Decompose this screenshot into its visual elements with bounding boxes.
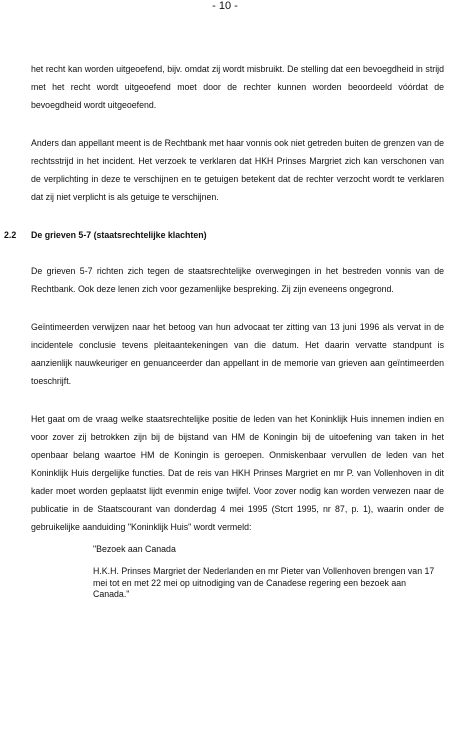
page-number: - 10 - bbox=[212, 0, 238, 12]
paragraph-staatsrechtelijke-positie: Het gaat om de vraag welke staatsrechtelijke positie de leden van het Koninklijk Huis innemen indien en voor zover zij betrokken zijn bij de bijstand van HM de Koningin bij de uitoefening van taken in het openbaar belang waartoe HM de Koningin is geroepen. Onmiskenbaar vervullen de leden van het Koninklijk Huis dergelijke functies. Dat de reis van HKH Prinses Margriet en mr P. van Vollenhoven in dit kader moet worden geplaatst lijdt evenmin enige twijfel. Voor zover nodig kan worden verwezen naar de publicatie in de Staatscourant van donderdag 4 mei 1995 (Stcrt 1995, nr 87, p. 1), waarin onder de gebruikelijke aanduiding "Koninklijk Huis" wordt vermeld: bbox=[31, 414, 444, 532]
quote-body: H.K.H. Prinses Margriet der Nederlanden en mr Pieter van Vollenhoven brengen van 17 mei tot en met 22 mei op uitnodiging van de Canadese regering een bezoek aan Canada." bbox=[93, 566, 435, 599]
document-body bbox=[4, 60, 444, 601]
section-heading bbox=[4, 226, 444, 244]
paragraph-rechtbank-vonnis: Anders dan appellant meent is de Rechtbank met haar vonnis ook niet getreden buiten de grenzen van de rechtsstrijd in het incident. Het verzoek te verklaren dat HKH Prinses Margriet zich kan verschonen van de verplichting in deze te verschijnen en te getuigen betekent dat de rechter verzocht wordt te verklaren dat zij niet verplicht is als getuige te verschijnen. bbox=[31, 138, 444, 202]
staatscourant-quote bbox=[93, 542, 444, 601]
paragraph-grieven: De grieven 5-7 richten zich tegen de staatsrechtelijke overwegingen in het bestreden vonnis van de Rechtbank. Ook deze lenen zich voor gezamenlijke bespreking. Zij zijn eveneens ongegrond. bbox=[31, 266, 444, 294]
paragraph-continuation: het recht kan worden uitgeoefend, bijv. omdat zij wordt misbruikt. De stelling dat een bevoegdheid in strijd met het recht wordt uitgeoefend moet door de rechter kunnen worden beoordeeld vóórdat de bevoegdheid wordt uitgeoefend. bbox=[31, 64, 444, 110]
section-number: 2.2 bbox=[4, 230, 17, 240]
quote-title: "Bezoek aan Canada bbox=[93, 544, 176, 554]
paragraph-geintimeerden: Geïntimeerden verwijzen naar het betoog van hun advocaat ter zitting van 13 juni 1996 als vervat in de incidentele conclusie tevens pleitaantekeningen van die datum. Het daarin vervatte standpunt is aanzienlijk nauwkeuriger en genuanceerder dan appellant in de memorie van grieven aan geïntimeerden toeschrijft. bbox=[31, 322, 444, 386]
section-title: De grieven 5-7 (staatsrechtelijke klachten) bbox=[31, 230, 207, 240]
